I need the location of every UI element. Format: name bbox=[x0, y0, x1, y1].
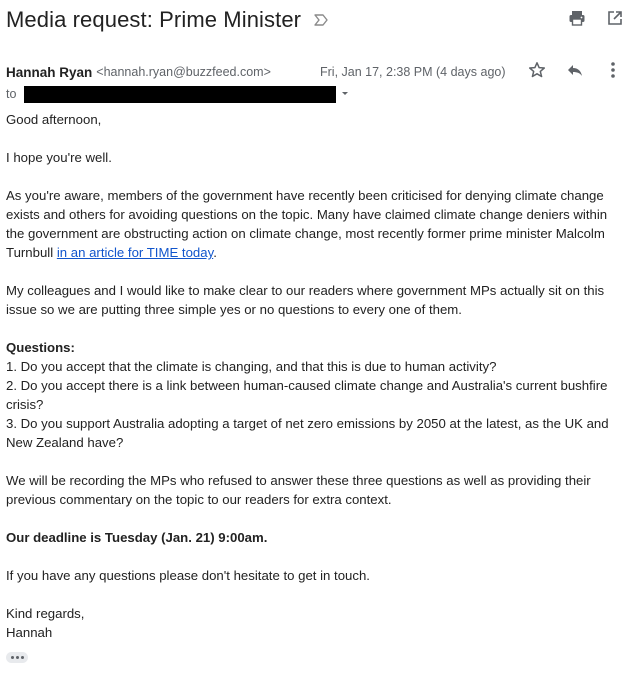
redacted-recipient bbox=[24, 86, 336, 103]
hope-line: I hope you're well. bbox=[6, 150, 112, 165]
questions-heading: Questions: bbox=[6, 340, 75, 355]
star-icon[interactable] bbox=[527, 60, 547, 80]
signature-name: Hannah bbox=[6, 625, 53, 640]
more-vert-icon[interactable] bbox=[603, 60, 623, 80]
paragraph-recording: We will be recording the MPs who refused to answer these three questions as well as providing their previous commentary on the topic to our readers for extra context. bbox=[6, 473, 591, 507]
top-actions bbox=[567, 8, 625, 28]
label-forward-icon[interactable] bbox=[313, 12, 329, 28]
message-date: Fri, Jan 17, 2:38 PM (4 days ago) bbox=[320, 65, 506, 79]
sender-row bbox=[6, 62, 623, 82]
time-article-link[interactable]: in an article for TIME today bbox=[56, 245, 214, 260]
greeting: Good afternoon, bbox=[6, 112, 102, 127]
questions-block bbox=[6, 338, 626, 452]
email-subject: Media request: Prime Minister bbox=[6, 7, 302, 32]
email-body bbox=[6, 110, 626, 661]
reply-icon[interactable] bbox=[565, 60, 585, 80]
ellipsis-dot bbox=[11, 656, 14, 659]
ellipsis-dot bbox=[16, 656, 19, 659]
question-2: 2. Do you accept there is a link between human-caused climate change and Australia's current bushfire crisis? bbox=[6, 378, 608, 412]
paragraph-context-end: . bbox=[213, 245, 217, 260]
paragraph-contact: If you have any questions please don't hesitate to get in touch. bbox=[6, 568, 370, 583]
paragraph-purpose: My colleagues and I would like to make clear to our readers where government MPs actually sit on this issue so we are putting three simple yes or no questions to every one of them. bbox=[6, 283, 605, 317]
chevron-down-icon[interactable] bbox=[340, 87, 350, 101]
message-actions bbox=[527, 60, 623, 80]
show-trimmed-content-button[interactable] bbox=[6, 652, 28, 663]
paragraph-context bbox=[6, 186, 626, 262]
print-icon[interactable] bbox=[567, 8, 587, 28]
question-3: 3. Do you support Australia adopting a target of net zero emissions by 2050 at the latest, as the UK and New Zealand have? bbox=[6, 416, 609, 450]
question-1: 1. Do you accept that the climate is changing, and that this is due to human activity? bbox=[6, 359, 497, 374]
open-in-new-icon[interactable] bbox=[605, 8, 625, 28]
signature-block bbox=[6, 604, 626, 642]
deadline: Our deadline is Tuesday (Jan. 21) 9:00am. bbox=[6, 530, 268, 545]
ellipsis-dot bbox=[21, 656, 24, 659]
sender-name[interactable]: Hannah Ryan bbox=[6, 64, 93, 80]
recipient-row bbox=[6, 85, 350, 103]
subject-row bbox=[6, 4, 625, 36]
signoff: Kind regards, bbox=[6, 606, 85, 621]
paragraph-context-text: As you're aware, members of the government have recently been criticised for denying climate change exists and others for avoiding questions on the topic. Many have claimed climate change deniers within the government are obstructing action on climate change, most recently former prime minister Malcolm Turnbull bbox=[6, 188, 608, 260]
to-label: to bbox=[6, 87, 17, 101]
sender-email: <hannah.ryan@buzzfeed.com> bbox=[96, 65, 271, 79]
